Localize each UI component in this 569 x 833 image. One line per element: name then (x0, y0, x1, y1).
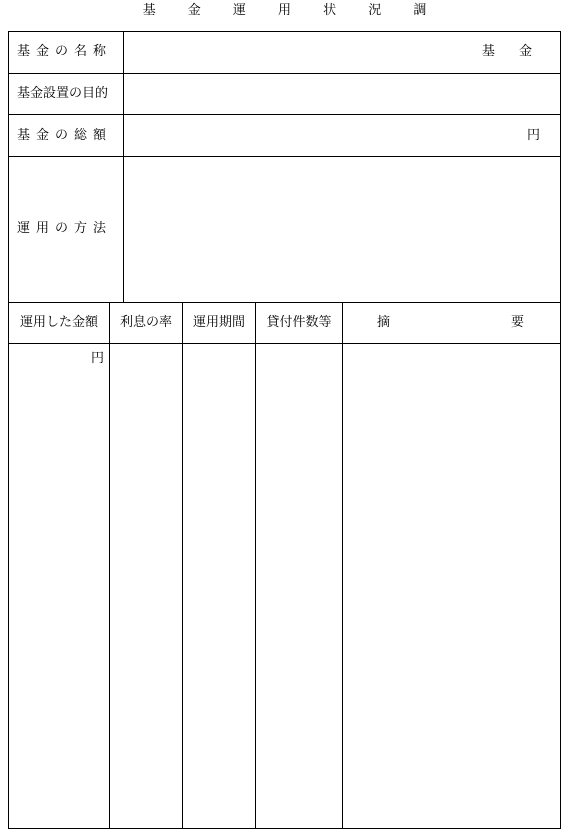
header-remarks-2: 要 (511, 315, 525, 330)
row-divider (9, 302, 560, 303)
column-divider (255, 302, 256, 828)
row-divider (9, 114, 560, 115)
page-title: 基 金 運 用 状 況 調 (142, 3, 441, 18)
fund-name-label: 基金の名称 (17, 44, 113, 59)
row-divider (9, 73, 560, 74)
fund-name-suffix: 基 金 (481, 44, 542, 59)
fund-form (8, 31, 561, 829)
header-amount: 運用した金額 (19, 315, 98, 330)
row-divider (9, 343, 560, 344)
fund-total-unit: 円 (526, 128, 540, 143)
header-interest-rate: 利息の率 (119, 315, 172, 330)
amount-unit: 円 (91, 351, 105, 366)
column-divider (342, 302, 343, 828)
fund-purpose-label: 基金設置の目的 (17, 86, 109, 101)
header-loan-count: 貸付件数等 (266, 315, 332, 330)
header-remarks-1: 摘 (377, 315, 391, 330)
fund-method-label: 運用の方法 (17, 221, 113, 236)
label-column-divider (123, 32, 124, 302)
header-period: 運用期間 (192, 315, 245, 330)
column-divider (109, 302, 110, 828)
row-divider (9, 156, 560, 157)
column-divider (182, 302, 183, 828)
fund-total-label: 基金の総額 (17, 128, 113, 143)
